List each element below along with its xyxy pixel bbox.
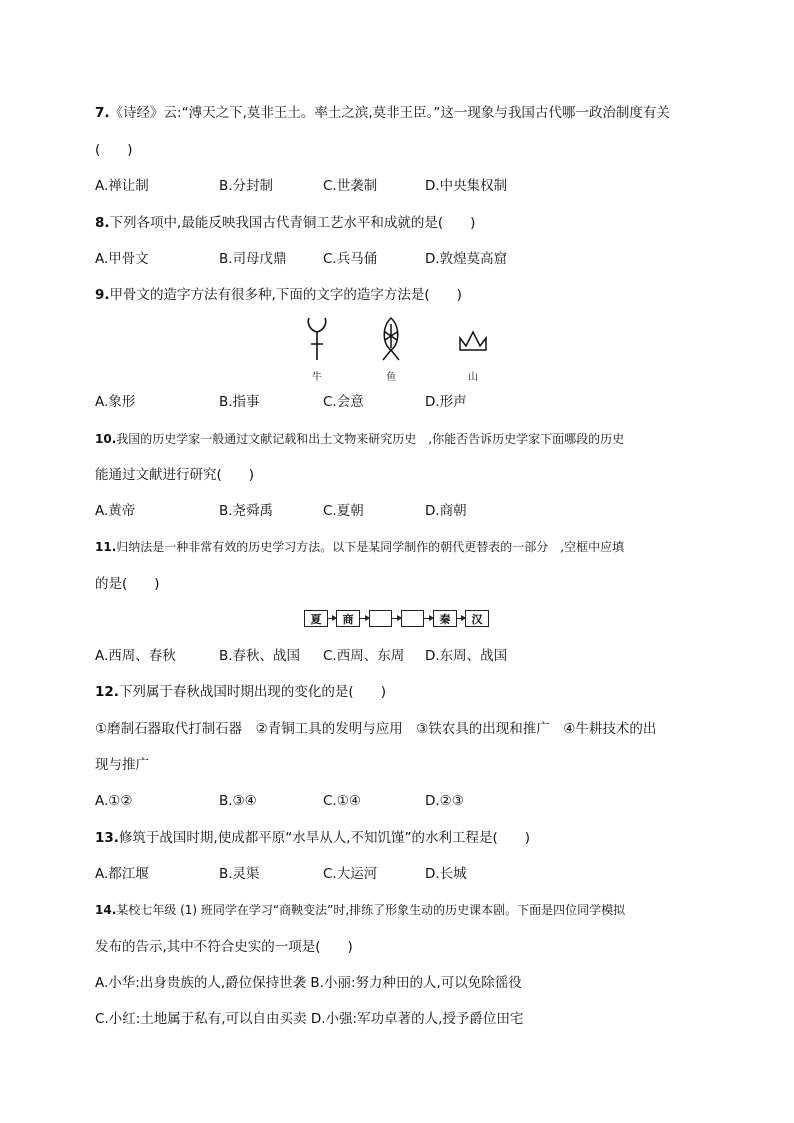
dynasty-box: 秦: [433, 610, 457, 627]
fish-label: 鱼: [386, 372, 396, 383]
option-a[interactable]: A.黄帝: [95, 503, 136, 519]
mountain-oracle-glyph: [458, 330, 488, 352]
q14-stem-cont: 发布的告示,其中不符合史实的一项是( ): [95, 939, 353, 955]
q13-stem: 13.修筑于战国时期,使成都平原“水旱从人,不知饥馑”的水利工程是( ): [95, 830, 531, 846]
option-a[interactable]: A.象形: [95, 394, 136, 410]
option-a[interactable]: A.西周、春秋: [95, 648, 176, 664]
option-c[interactable]: C.大运河: [323, 866, 378, 882]
option-a[interactable]: A.甲骨文: [95, 251, 149, 267]
q7-stem: 7.《诗经》云:“溥天之下,莫非王土。率土之滨,莫非王臣。”这一现象与我国古代哪一政治制度有关: [95, 105, 670, 121]
option-b[interactable]: B.灵渠: [219, 866, 260, 882]
dynasty-blank-box[interactable]: [369, 610, 392, 627]
option-a[interactable]: A.禅让制: [95, 178, 149, 194]
option-a[interactable]: A.都江堰: [95, 866, 149, 882]
q14-options-ab[interactable]: A.小华:出身贵族的人,爵位保持世袭 B.小丽:努力种田的人,可以免除徭役: [95, 975, 522, 991]
dynasty-blank-box[interactable]: [401, 610, 424, 627]
option-c[interactable]: C.世袭制: [323, 178, 378, 194]
q12-statements-cont: 现与推广: [95, 757, 149, 773]
dynasty-box: 商: [336, 610, 360, 627]
q12-statements: ①磨制石器取代打制石器 ②青铜工具的发明与应用 ③铁农具的出现和推广 ④牛耕技术的出: [95, 721, 657, 737]
option-b[interactable]: B.③④: [219, 793, 257, 809]
mountain-label: 山: [468, 372, 478, 383]
q11-stem: 11.归纳法是一种非常有效的历史学习方法。以下是某同学制作的朝代更替表的一部分 ,空框中应填: [95, 540, 625, 554]
option-c[interactable]: C.夏朝: [323, 503, 364, 519]
q11-stem-cont: 的是( ): [95, 576, 160, 592]
arrow: [457, 618, 465, 619]
q10-stem-cont: 能通过文献进行研究( ): [95, 467, 255, 483]
option-b[interactable]: B.司母戊鼎: [219, 251, 287, 267]
option-b[interactable]: B.分封制: [219, 178, 274, 194]
q9-stem: 9.甲骨文的造字方法有很多种,下面的文字的造字方法是( ): [95, 287, 462, 303]
option-b[interactable]: B.春秋、战国: [219, 648, 301, 664]
fish-oracle-glyph: [378, 316, 404, 362]
option-d[interactable]: D.东周、战国: [425, 648, 508, 664]
dynasty-box: 汉: [465, 610, 489, 627]
option-b[interactable]: B.尧舜禹: [219, 503, 274, 519]
q14-stem: 14.某校七年级 (1) 班同学在学习“商鞅变法”时,排练了形象生动的历史课本剧。下面是四位同学模拟: [95, 903, 626, 917]
option-d[interactable]: D.敦煌莫高窟: [425, 251, 508, 267]
dynasty-box: 夏: [304, 610, 328, 627]
option-c[interactable]: C.西周、东周: [323, 648, 405, 664]
arrow: [328, 618, 336, 619]
q8-stem: 8.下列各项中,最能反映我国古代青铜工艺水平和成就的是( ): [95, 215, 476, 231]
q10-stem: 10.我国的历史学家一般通过文献记载和出土文物来研究历史 ,你能否告诉历史学家下面哪段的历史: [95, 432, 625, 446]
option-c[interactable]: C.兵马俑: [323, 251, 378, 267]
ox-label: 牛: [312, 372, 322, 383]
option-d[interactable]: D.长城: [425, 866, 467, 882]
option-d[interactable]: D.中央集权制: [425, 178, 508, 194]
arrow: [424, 618, 433, 619]
q14-options-cd[interactable]: C.小红:土地属于私有,可以自由买卖 D.小强:军功卓著的人,授予爵位田宅: [95, 1011, 524, 1027]
q12-stem: 12.下列属于春秋战国时期出现的变化的是( ): [95, 684, 386, 700]
q7-stem-cont: ( ): [95, 142, 133, 158]
option-d[interactable]: D.商朝: [425, 503, 467, 519]
arrow: [392, 618, 401, 619]
option-a[interactable]: A.①②: [95, 793, 133, 809]
option-d[interactable]: D.②③: [425, 793, 464, 809]
option-c[interactable]: C.①④: [323, 793, 361, 809]
ox-oracle-glyph: [303, 316, 331, 362]
option-c[interactable]: C.会意: [323, 394, 364, 410]
option-d[interactable]: D.形声: [425, 394, 467, 410]
option-b[interactable]: B.指事: [219, 394, 260, 410]
arrow: [360, 618, 369, 619]
